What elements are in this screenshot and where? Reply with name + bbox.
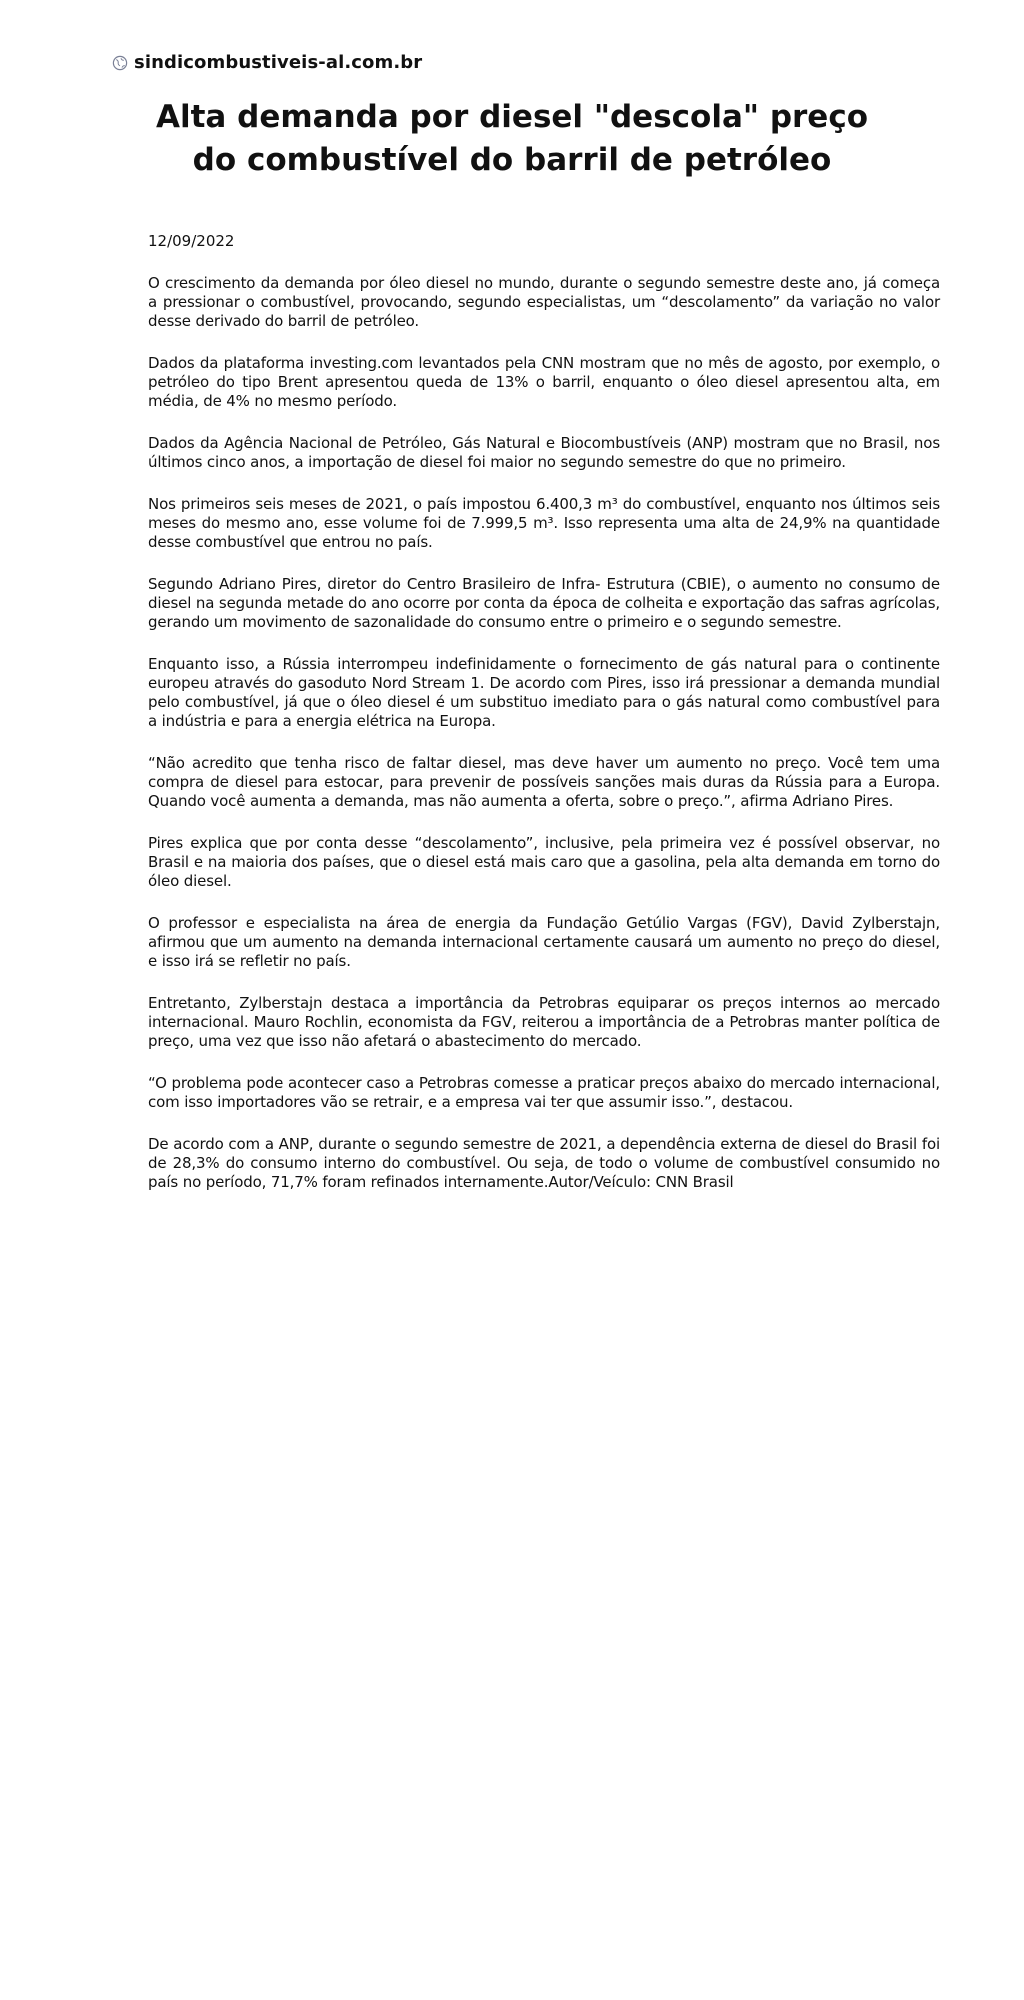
site-header xyxy=(112,52,422,73)
article-paragraph: “O problema pode acontecer caso a Petrobras comesse a praticar preços abaixo do mercado internacional, com isso importadores vão se retrair, e a empresa vai ter que assumir isso.”, destacou. xyxy=(148,1074,940,1111)
globe-icon xyxy=(112,55,128,71)
article-body xyxy=(148,232,940,1215)
article-paragraph: Dados da Agência Nacional de Petróleo, Gás Natural e Biocombustíveis (ANP) mostram que no Brasil, nos últimos cinco anos, a importação de diesel foi maior no segundo semestre do que no primeiro. xyxy=(148,434,940,471)
site-name: sindicombustiveis-al.com.br xyxy=(134,52,423,73)
article-paragraph: Segundo Adriano Pires, diretor do Centro Brasileiro de Infra- Estrutura (CBIE), o aumento no consumo de diesel na segunda metade do ano ocorre por conta da época de colheita e exportação das safras agrícolas, gerando um movimento de sazonalidade do consumo entre o primeiro e o segundo semestre. xyxy=(148,575,940,631)
article-paragraph: Entretanto, Zylberstajn destaca a importância da Petrobras equiparar os preços internos ao mercado internacional. Mauro Rochlin, economista da FGV, reiterou a importância de a Petrobras manter política de preço, uma vez que isso não afetará o abastecimento do mercado. xyxy=(148,994,940,1050)
article-paragraph: O professor e especialista na área de energia da Fundação Getúlio Vargas (FGV), David Zylberstajn, afirmou que um aumento na demanda internacional certamente causará um aumento no preço do diesel, e isso irá se refletir no país. xyxy=(148,914,940,970)
article-paragraph: Dados da plataforma investing.com levantados pela CNN mostram que no mês de agosto, por exemplo, o petróleo do tipo Brent apresentou queda de 13% o barril, enquanto o óleo diesel apresentou alta, em média, de 4% no mesmo período. xyxy=(148,354,940,410)
article-paragraph: Pires explica que por conta desse “descolamento”, inclusive, pela primeira vez é possível observar, no Brasil e na maioria dos países, que o diesel está mais caro que a gasolina, pela alta demanda em torno do óleo diesel. xyxy=(148,834,940,890)
article-date: 12/09/2022 xyxy=(148,232,235,250)
article-paragraph: Nos primeiros seis meses de 2021, o país impostou 6.400,3 m³ do combustível, enquanto nos últimos seis meses do mesmo ano, esse volume foi de 7.999,5 m³. Isso representa uma alta de 24,9% na quantidade desse combustível que entrou no país. xyxy=(148,495,940,551)
article-paragraph: “Não acredito que tenha risco de faltar diesel, mas deve haver um aumento no preço. Você tem uma compra de diesel para estocar, para prevenir de possíveis sanções mais duras da Rússia para a Europa. Quando você aumenta a demanda, mas não aumenta a oferta, sobre o preço.”, afirma Adriano Pires. xyxy=(148,754,940,810)
article-title: Alta demanda por diesel "descola" preço do combustível do barril de petróleo xyxy=(155,99,869,178)
article-paragraph: O crescimento da demanda por óleo diesel no mundo, durante o segundo semestre deste ano, já começa a pressionar o combustível, provocando, segundo especialistas, um “descolamento” da variação no valor desse derivado do barril de petróleo. xyxy=(148,274,940,330)
article-paragraph: Enquanto isso, a Rússia interrompeu indefinidamente o fornecimento de gás natural para o continente europeu através do gasoduto Nord Stream 1. De acordo com Pires, isso irá pressionar a demanda mundial pelo combustível, já que o óleo diesel é um substituo imediato para o gás natural como combustível para a indústria e para a energia elétrica na Europa. xyxy=(148,655,940,730)
article-paragraph: De acordo com a ANP, durante o segundo semestre de 2021, a dependência externa de diesel do Brasil foi de 28,3% do consumo interno do combustível. Ou seja, de todo o volume de combustível consumido no país no período, 71,7% foram refinados internamente.Autor/Veículo: CNN Brasil xyxy=(148,1135,940,1191)
